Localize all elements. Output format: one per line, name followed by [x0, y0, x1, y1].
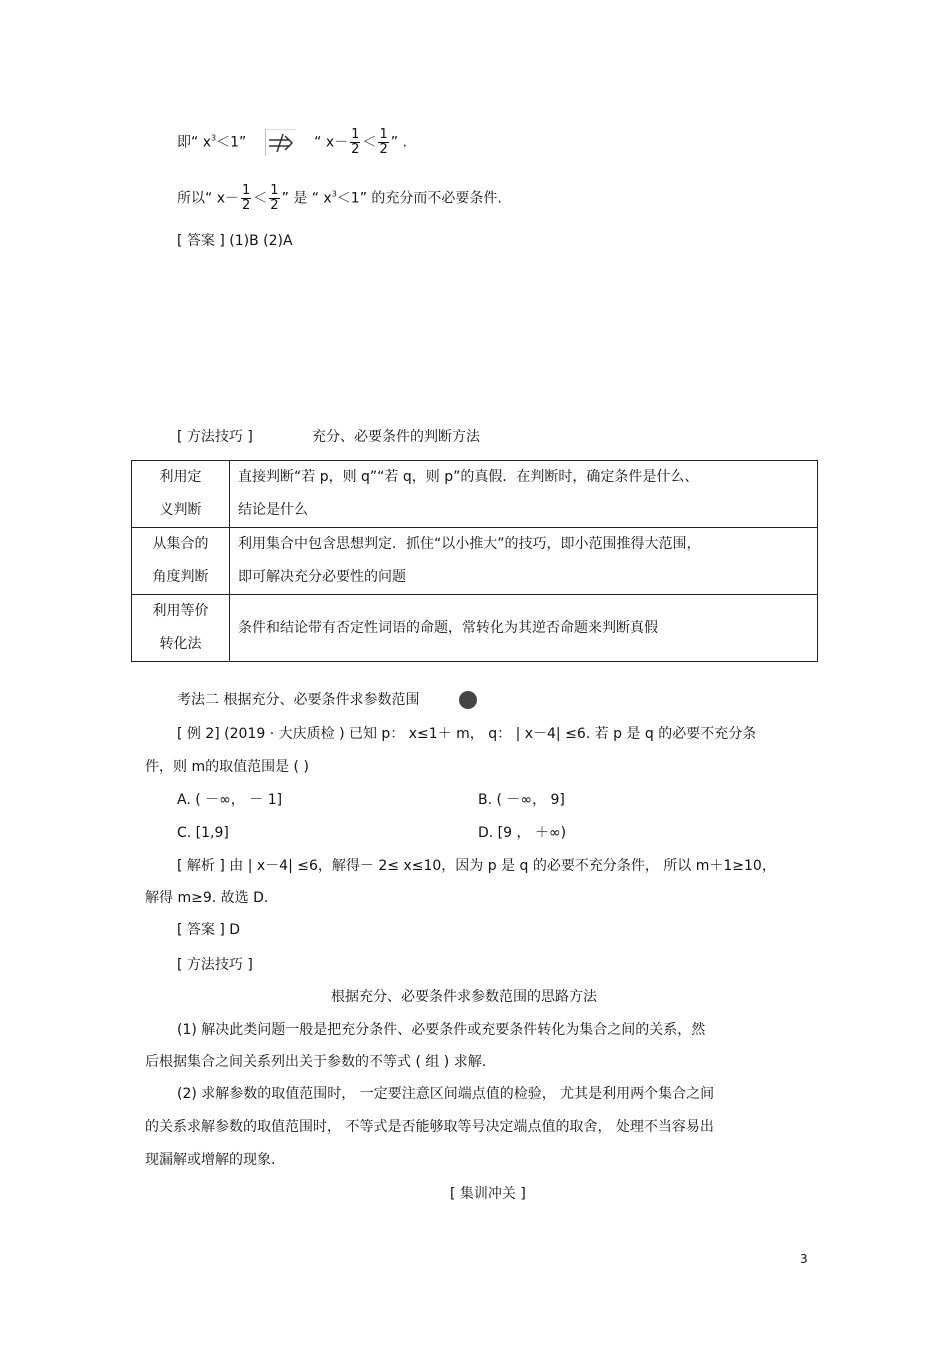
fraction: $\frac{1}{2}$ [242, 183, 251, 213]
tip2-heading: 根据充分、必要条件求参数范围的思路方法 [331, 989, 597, 1005]
tip2-title: [ 方法技巧 ] [177, 957, 253, 973]
table-row: 从集合的 角度判断 利用集合中包含思想判定．抓住“以小推大”的技巧，即小范围推得大范围， 即可解决充分必要性的问题 [132, 528, 818, 595]
method2-heading: 考法二 根据充分、必要条件求参数范围 [177, 690, 477, 710]
para2-line-2: 的关系求解参数的取值范围时， 不等式是否能够取等号决定端点值的取舍， 处理不当容易出 [145, 1119, 714, 1135]
example-2-line-2: 件，则 m的取值范围是 ( ) [145, 759, 309, 775]
para1-line-2: 后根据集合之间关系列出关于参数的不等式 ( 组 ) 求解. [145, 1054, 487, 1070]
para2-line-1: (2) 求解参数的取值范围时， 一定要注意区间端点值的检验， 尤其是利用两个集合之间 [177, 1086, 715, 1102]
answer-1: [ 答案 ] (1)B (2)A [177, 233, 293, 249]
method-table [131, 460, 818, 662]
option-d: D. [9 ， ＋∞) [478, 825, 567, 841]
para2-line-3: 现漏解或增解的现象. [145, 1152, 276, 1168]
tip-title: [ 方法技巧 ] [177, 429, 253, 445]
table-row: 利用定 义判断 直接判断“若 p，则 q”“若 q，则 p”的真假．在判断时，确定条件是什么、 结论是什么 [132, 461, 818, 528]
derivation-line-1: 即“ $x^3<1$” “ x－ $\frac{1}{2}$ ＜ $\frac{1}{2}$ ” . [177, 127, 407, 157]
derivation-line-2: 所以“ x－ $\frac{1}{2}$ ＜ $\frac{1}{2}$ ” 是 “ $x^3<1$” 的充分而不必要条件. [177, 183, 502, 213]
fraction: $\frac{1}{2}$ [270, 183, 279, 213]
not-implies-icon [265, 129, 296, 156]
solution-line-2: 解得 m≥9. 故选 D. [145, 890, 269, 906]
option-a: A. ( －∞， － 1] [177, 792, 283, 808]
tip-subtitle: 充分、必要条件的判断方法 [312, 429, 480, 445]
option-b: B. ( －∞， 9] [478, 792, 565, 808]
example-2-line-1: [ 例 2] (2019 · 大庆质检 ) 已知 p： x≤1＋ m， q： | x－4| ≤6. 若 p 是 q 的必要不充分条 [177, 726, 757, 742]
training-heading: [ 集训冲关 ] [450, 1186, 526, 1202]
para1-line-1: (1) 解决此类问题一般是把充分条件、必要条件或充要条件转化为集合之间的关系，然 [177, 1022, 706, 1038]
solution-line-1: [ 解析 ] 由 | x－4| ≤6，解得－ 2≤ x≤10，因为 p 是 q 的必要不充分条件， 所以 m＋1≥10， [177, 858, 776, 874]
table-row: 利用等价 转化法 条件和结论带有否定性词语的命题，常转化为其逆否命题来判断真假 [132, 595, 818, 662]
bullet-dot-icon [459, 691, 477, 709]
option-c: C. [1,9] [177, 825, 229, 841]
answer-2: [ 答案 ] D [177, 922, 241, 938]
page-number: 3 [800, 1252, 808, 1266]
fraction: $\frac{1}{2}$ [351, 127, 360, 157]
fraction: $\frac{1}{2}$ [379, 127, 388, 157]
